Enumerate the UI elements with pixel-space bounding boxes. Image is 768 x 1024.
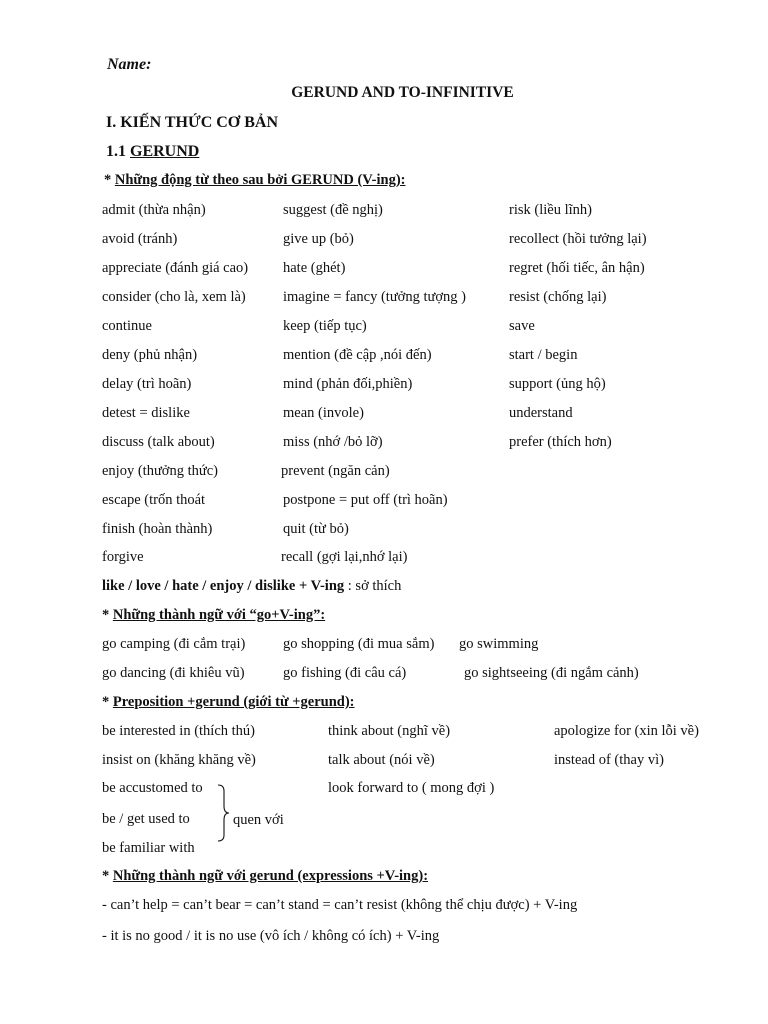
verb-item: enjoy (thưởng thức) xyxy=(102,463,218,479)
verb-item: regret (hối tiếc, ân hận) xyxy=(509,260,645,276)
verb-item: start / begin xyxy=(509,347,578,363)
verb-item: delay (trì hoãn) xyxy=(102,376,192,392)
go-item: go camping (đi cắm trại) xyxy=(102,636,246,652)
prep-item: insist on (khăng khăng về) xyxy=(102,752,256,768)
verb-item: detest = dislike xyxy=(102,405,190,421)
go-section-title: Những thành ngữ với “go+V-ing”: xyxy=(112,607,326,623)
verb-item: finish (hoàn thành) xyxy=(102,521,213,537)
verb-item: save xyxy=(509,318,535,334)
verb-item: mind (phản đối,phiền) xyxy=(283,376,413,392)
go-item: go dancing (đi khiêu vũ) xyxy=(102,665,245,681)
verb-item: risk (liều lĩnh) xyxy=(509,202,592,218)
subsection-title: GERUND xyxy=(130,143,200,160)
verb-item: give up (bỏ) xyxy=(283,231,354,247)
verb-item: admit (thừa nhận) xyxy=(102,202,206,218)
verb-item: support (ủng hộ) xyxy=(509,376,606,392)
expression-line: - can’t help = can’t bear = can’t stand = can’t resist (không thể chịu được) + V-ing xyxy=(102,897,578,913)
prep-item: think about (nghĩ về) xyxy=(328,723,451,739)
prep-item: instead of (thay vì) xyxy=(554,752,664,768)
subsection-number: 1.1 xyxy=(106,143,130,160)
verb-item: appreciate (đánh giá cao) xyxy=(102,260,249,276)
verb-item: mention (đề cập ,nói đến) xyxy=(283,347,432,363)
quen-voi-label: quen với xyxy=(233,812,284,828)
expr-section-title: Những thành ngữ với gerund (expressions +V-ing): xyxy=(112,868,429,884)
verb-item: recollect (hồi tưởng lại) xyxy=(509,231,647,247)
part-heading: I. KIẾN THỨC CƠ BẢN xyxy=(106,114,279,131)
bullet-star: * xyxy=(102,607,113,623)
prep-item: apologize for (xin lỗi về) xyxy=(554,723,699,739)
expr-section-heading xyxy=(102,868,428,885)
verb-item: resist (chống lại) xyxy=(509,289,607,305)
prep-section-heading xyxy=(102,694,355,711)
verb-item: prevent (ngăn cản) xyxy=(281,463,390,479)
bullet-star: * xyxy=(102,868,113,884)
likes-text: like / love / hate / enjoy / dislike + V-ing xyxy=(102,578,345,594)
prep-item: be / get used to xyxy=(102,811,190,827)
verbs-section-title: Những động từ theo sau bởi GERUND (V-ing): xyxy=(114,172,406,188)
prep-item: be familiar with xyxy=(102,840,195,856)
go-section-heading xyxy=(102,607,325,624)
verb-item: understand xyxy=(509,405,573,421)
curly-brace-icon xyxy=(216,784,230,842)
go-item: go swimming xyxy=(459,636,539,652)
prep-section-title: Preposition +gerund (giới từ +gerund): xyxy=(112,694,355,710)
verb-item: hate (ghét) xyxy=(283,260,346,276)
verb-item: deny (phủ nhận) xyxy=(102,347,198,363)
expression-line: - it is no good / it is no use (vô ích / không có ích) + V-ing xyxy=(102,928,440,944)
verb-item: escape (trốn thoát xyxy=(102,492,206,508)
verb-item: forgive xyxy=(102,549,144,565)
verb-item: miss (nhớ /bỏ lỡ) xyxy=(283,434,383,450)
go-item: go fishing (đi câu cá) xyxy=(283,665,407,681)
prep-item: talk about (nói về) xyxy=(328,752,435,768)
document-title: GERUND AND TO-INFINITIVE xyxy=(291,84,514,101)
prep-item: be accustomed to xyxy=(102,780,203,796)
verb-item: postpone = put off (trì hoãn) xyxy=(283,492,448,508)
bullet-star: * xyxy=(102,694,113,710)
verb-item: consider (cho là, xem là) xyxy=(102,289,246,305)
verbs-section-heading xyxy=(104,172,406,189)
name-label: Name: xyxy=(107,56,152,73)
go-item: go shopping (đi mua sắm) xyxy=(283,636,435,652)
likes-line xyxy=(102,578,401,595)
prep-item: be interested in (thích thú) xyxy=(102,723,256,739)
verb-item: avoid (tránh) xyxy=(102,231,178,247)
verb-item: discuss (talk about) xyxy=(102,434,215,450)
likes-note: : sở thích xyxy=(344,578,402,594)
go-item: go sightseeing (đi ngắm cảnh) xyxy=(464,665,639,681)
verb-item: recall (gợi lại,nhớ lại) xyxy=(281,549,408,565)
subsection-heading xyxy=(106,143,199,161)
verb-item: mean (invole) xyxy=(283,405,364,421)
prep-item: look forward to ( mong đợi ) xyxy=(328,780,495,796)
verb-item: imagine = fancy (tưởng tượng ) xyxy=(283,289,466,305)
verb-item: quit (từ bỏ) xyxy=(283,521,349,537)
bullet-star: * xyxy=(104,172,115,188)
verb-item: keep (tiếp tục) xyxy=(283,318,367,334)
verb-item: continue xyxy=(102,318,152,334)
verb-item: prefer (thích hơn) xyxy=(509,434,612,450)
verb-item: suggest (đề nghị) xyxy=(283,202,383,218)
